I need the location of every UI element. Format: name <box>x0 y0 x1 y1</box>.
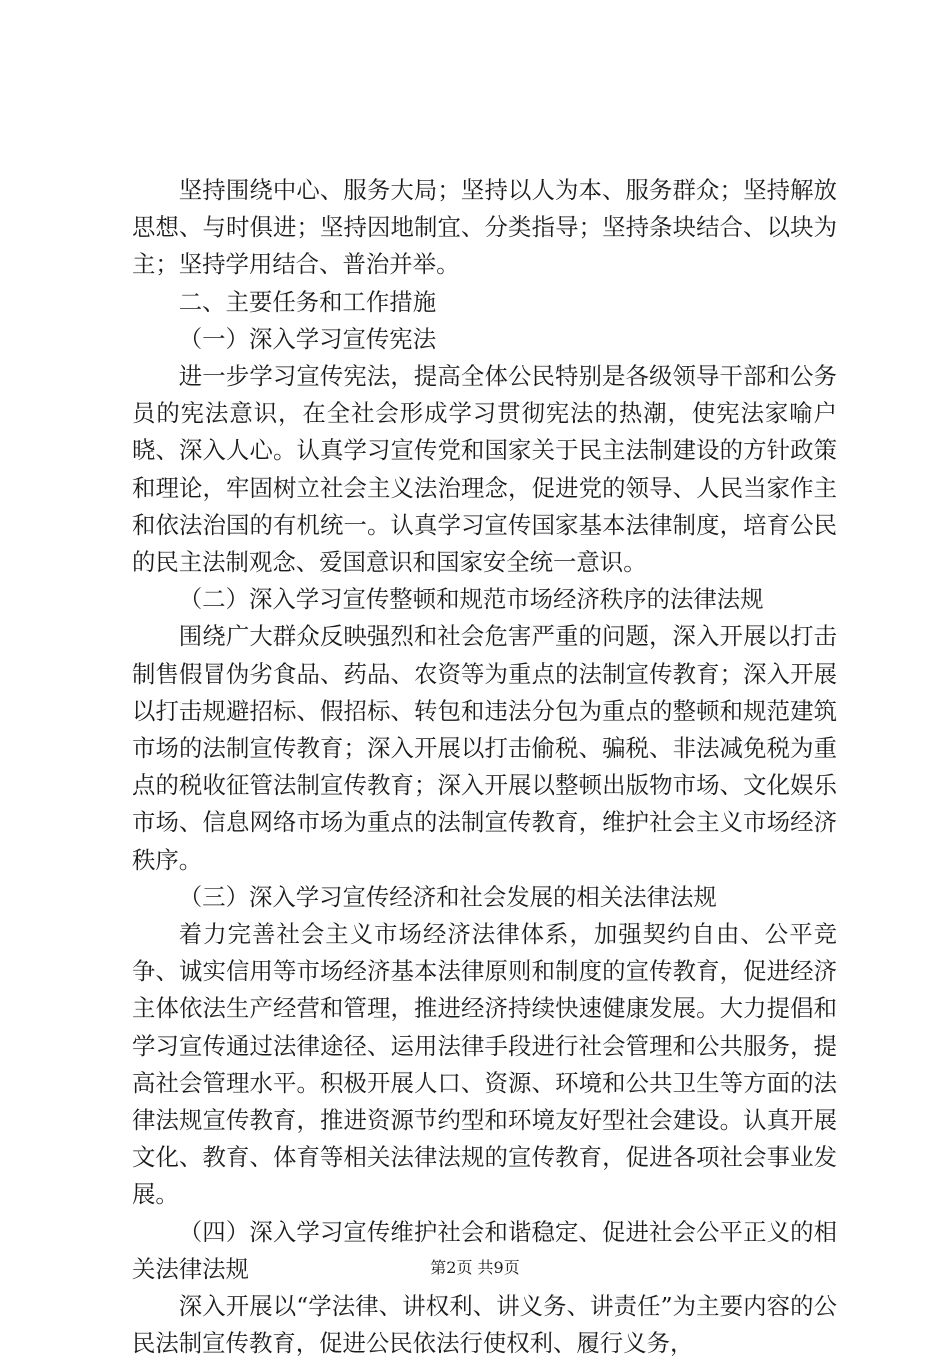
subheading-social-harmony: （四）深入学习宣传维护社会和谐稳定、促进社会公平正义的相关法律法规 <box>132 1217 837 1283</box>
paragraph-constitution: 进一步学习宣传宪法，提高全体公民特别是各级领导干部和公务员的宪法意识，在全社会形成学习贯彻宪法的热潮，使宪法家喻户晓、深入人心。认真学习宣传党和国家关于民主法制建设的方针政策和理论，牢固树立社会主义法治理念，促进党的领导、人民当家作主和依法治国的有机统一。认真学习宣传国家基本法律制度，培育公民的民主法制观念、爱国意识和国家安全统一意识。 <box>132 362 837 577</box>
paragraph-market-order: 围绕广大群众反映强烈和社会危害严重的问题，深入开展以打击制售假冒伪劣食品、药品、农资等为重点的法制宣传教育；深入开展以打击规避招标、假招标、转包和违法分包为重点的整顿和规范建筑市场的法制宣传教育；深入开展以打击偷税、骗税、非法减免税为重点的税收征管法制宣传教育；深入开展以整顿出版物市场、文化娱乐市场、信息网络市场为重点的法制宣传教育，维护社会主义市场经济秩序。 <box>132 622 837 874</box>
page-number: 第2页 <box>430 1258 473 1277</box>
paragraph-principles: 坚持围绕中心、服务大局；坚持以人为本、服务群众；坚持解放思想、与时俱进；坚持因地制宜、分类指导；坚持条块结合、以块为主；坚持学用结合、普治并举。 <box>132 176 837 279</box>
paragraph-social-harmony: 深入开展以“学法律、讲权利、讲义务、讲责任”为主要内容的公民法制宣传教育，促进公民依法行使权利、履行义务， <box>132 1292 837 1358</box>
page-total: 共9页 <box>477 1258 520 1277</box>
page-footer <box>0 1255 950 1278</box>
subheading-market-order: （二）深入学习宣传整顿和规范市场经济秩序的法律法规 <box>178 585 764 614</box>
section-heading-tasks: 二、主要任务和工作措施 <box>178 287 437 316</box>
document-body <box>132 172 837 1363</box>
subheading-economic-development: （三）深入学习宣传经济和社会发展的相关法律法规 <box>178 882 717 911</box>
paragraph-economic-development: 着力完善社会主义市场经济法律体系，加强契约自由、公平竞争、诚实信用等市场经济基本法律原则和制度的宣传教育，促进经济主体依法生产经营和管理，推进经济持续快速健康发展。大力提倡和学习宣传通过法律途径、运用法律手段进行社会管理和公共服务，提高社会管理水平。积极开展人口、资源、环境和公共卫生等方面的法律法规宣传教育，推进资源节约型和环境友好型社会建设。认真开展文化、教育、体育等相关法律法规的宣传教育，促进各项社会事业发展。 <box>132 920 837 1209</box>
subheading-constitution: （一）深入学习宣传宪法 <box>178 324 437 353</box>
